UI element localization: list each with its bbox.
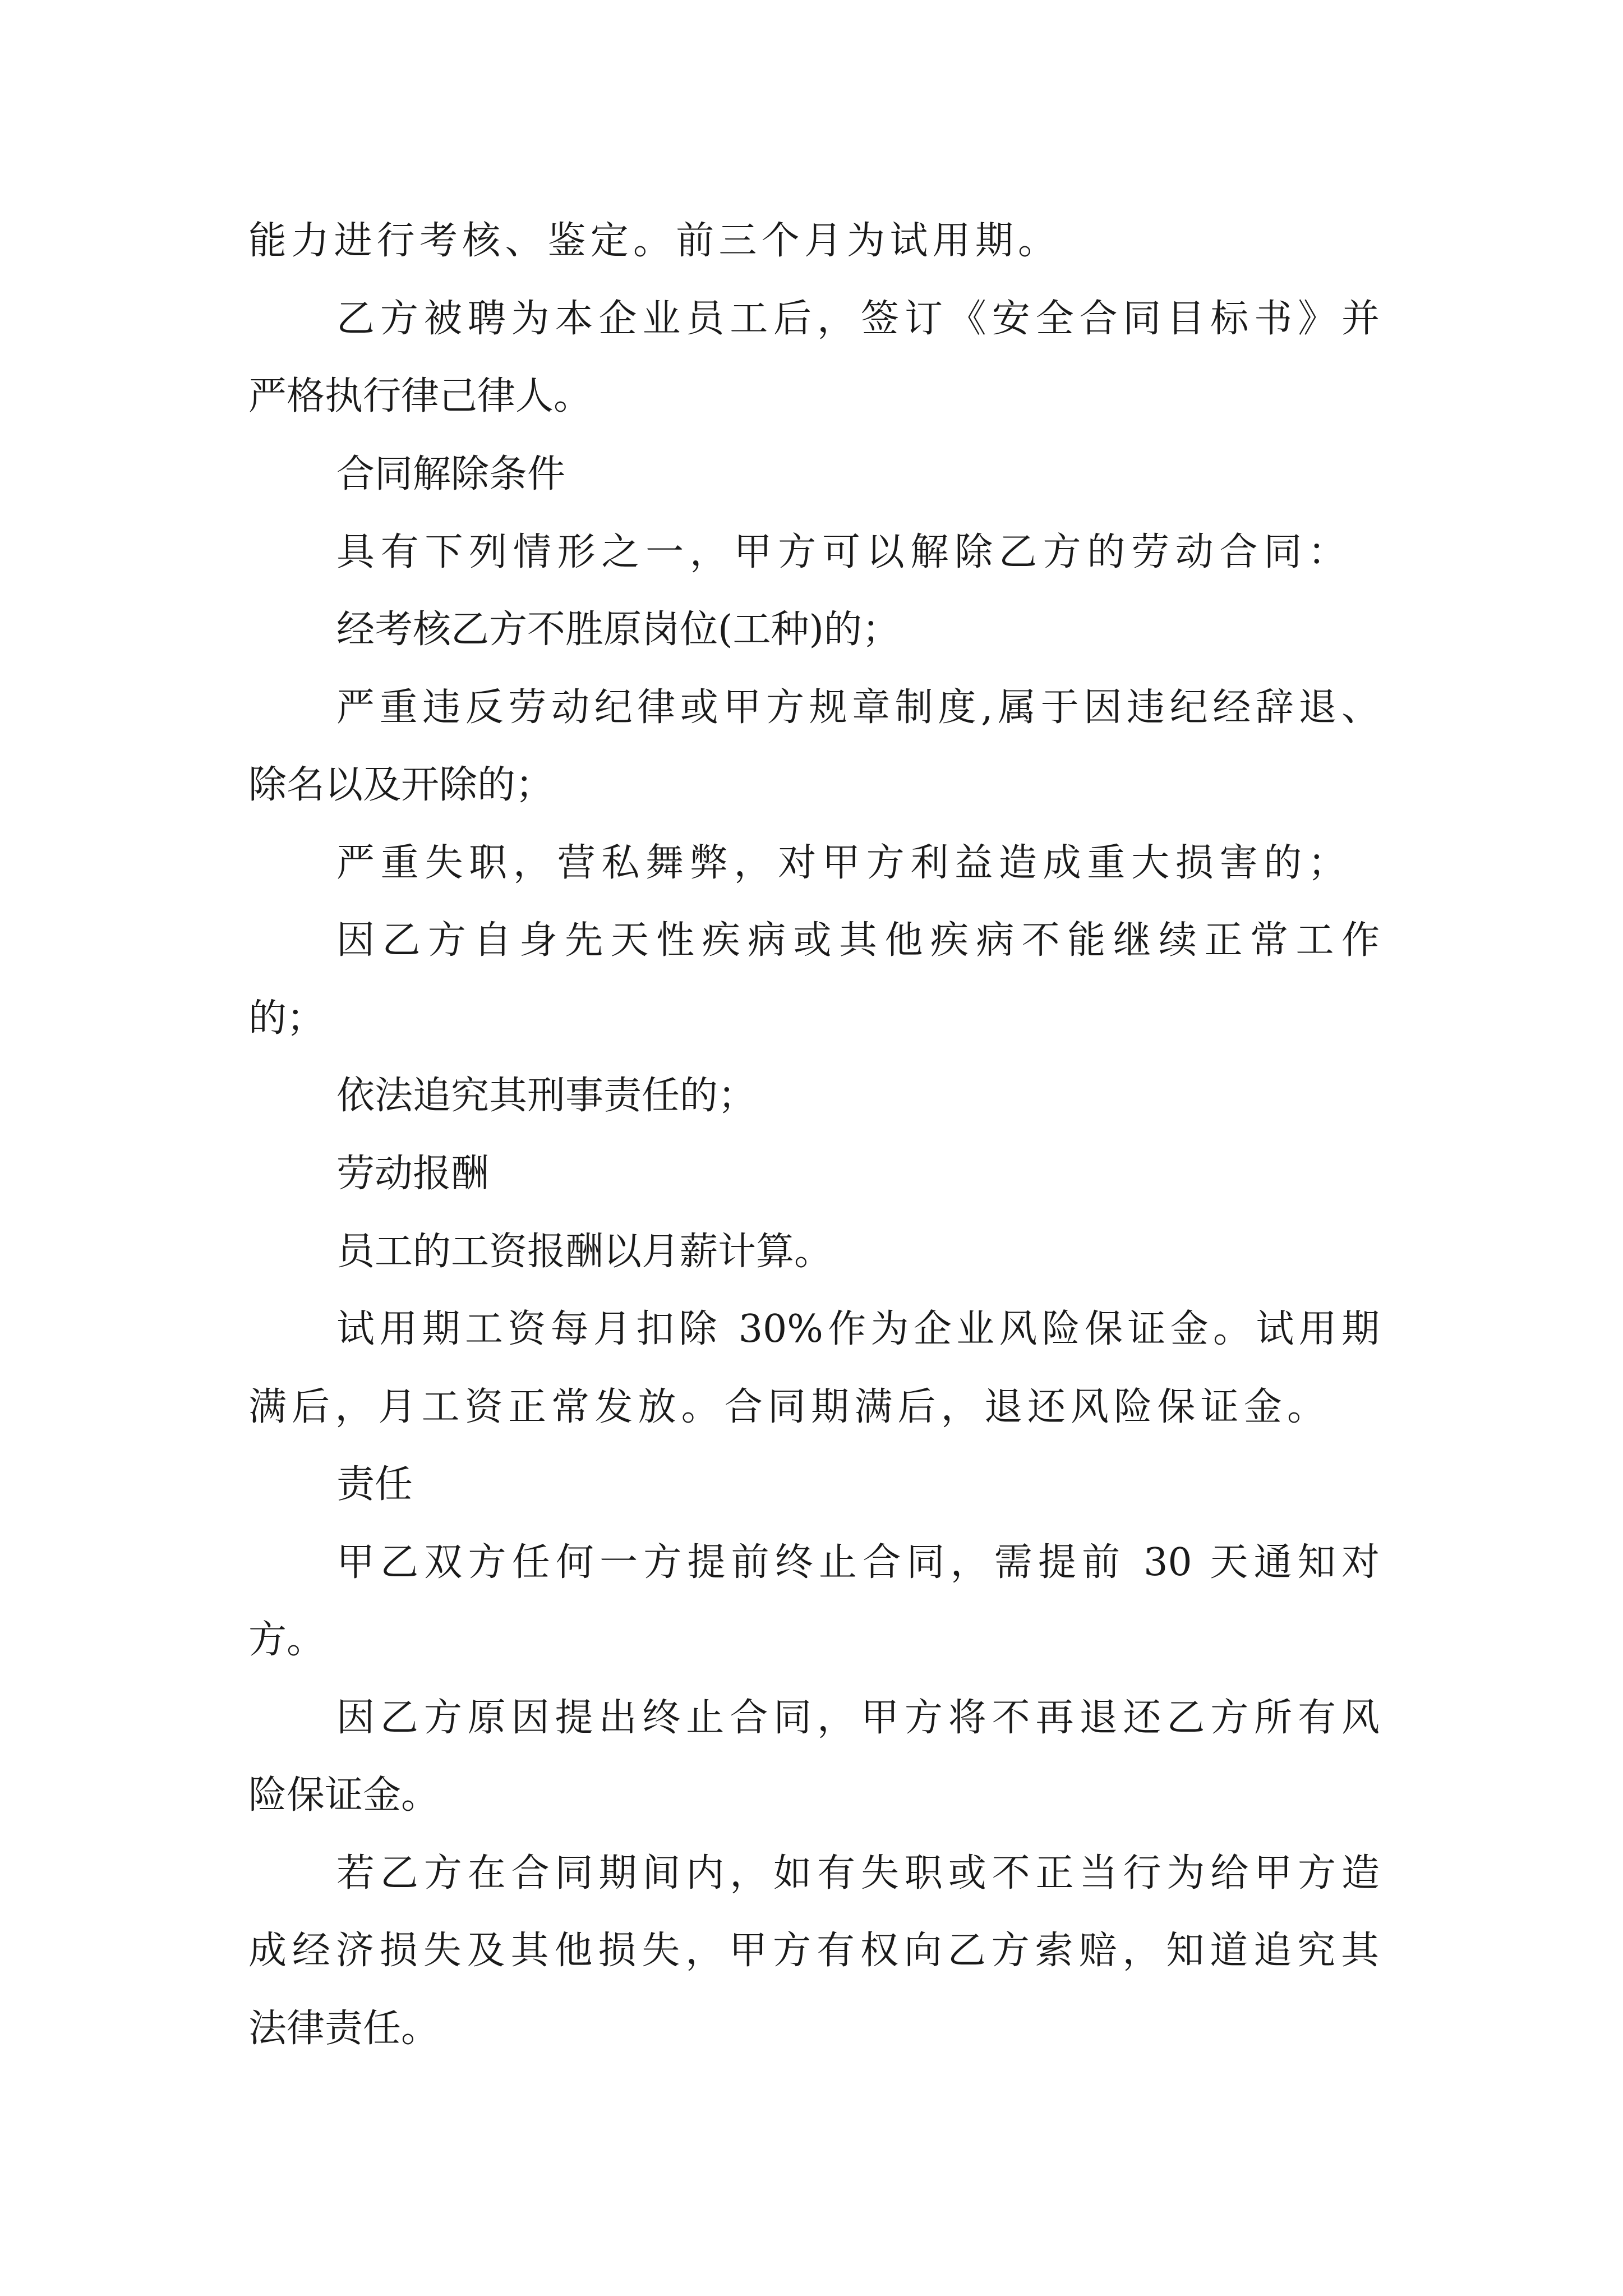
text-line: 能力进行考核、鉴定。前三个月为试用期。 [248, 219, 1056, 263]
section-heading: 合同解除条件 [336, 452, 566, 496]
text-line: 严格执行律己律人。 [248, 374, 592, 418]
text-line: 严重违反劳动纪律或甲方规章制度,属于因违纪经辞退、 [336, 685, 1380, 730]
text-line: 严重失职，营私舞弊，对甲方利益造成重大损害的； [336, 841, 1346, 885]
section-heading: 责任 [336, 1462, 413, 1507]
text-line: 方。 [248, 1618, 325, 1662]
text-line: 试用期工资每月扣除 30%作为企业风险保证金。试用期 [336, 1307, 1380, 1351]
text-line: 因乙方原因提出终止合同，甲方将不再退还乙方所有风 [336, 1696, 1380, 1740]
section-heading: 劳动报酬 [336, 1152, 490, 1196]
text-line: 法律责任。 [248, 2007, 440, 2051]
text-line: 若乙方在合同期间内，如有失职或不正当行为给甲方造 [336, 1851, 1380, 1895]
text-line: 成经济损失及其他损失，甲方有权向乙方索赔，知道追究其 [248, 1929, 1379, 1973]
text-line: 险保证金。 [248, 1773, 440, 1818]
text-line: 的； [248, 996, 325, 1041]
text-line: 甲乙双方任何一方提前终止合同，需提前 30 天通知对 [336, 1540, 1380, 1585]
text-line: 满后，月工资正常发放。合同期满后，退还风险保证金。 [248, 1385, 1325, 1429]
text-line: 员工的工资报酬以月薪计算。 [336, 1230, 833, 1274]
text-line: 依法追究其刑事责任的； [336, 1074, 757, 1118]
text-line: 除名以及开除的； [248, 763, 554, 807]
text-line: 因乙方自身先天性疾病或其他疾病不能继续正常工作 [336, 918, 1380, 963]
text-line: 具有下列情形之一，甲方可以解除乙方的劳动合同： [336, 530, 1346, 574]
text-line: 乙方被聘为本企业员工后，签订《安全合同目标书》并 [336, 297, 1380, 341]
text-line: 经考核乙方不胜原岗位(工种)的； [336, 608, 901, 652]
